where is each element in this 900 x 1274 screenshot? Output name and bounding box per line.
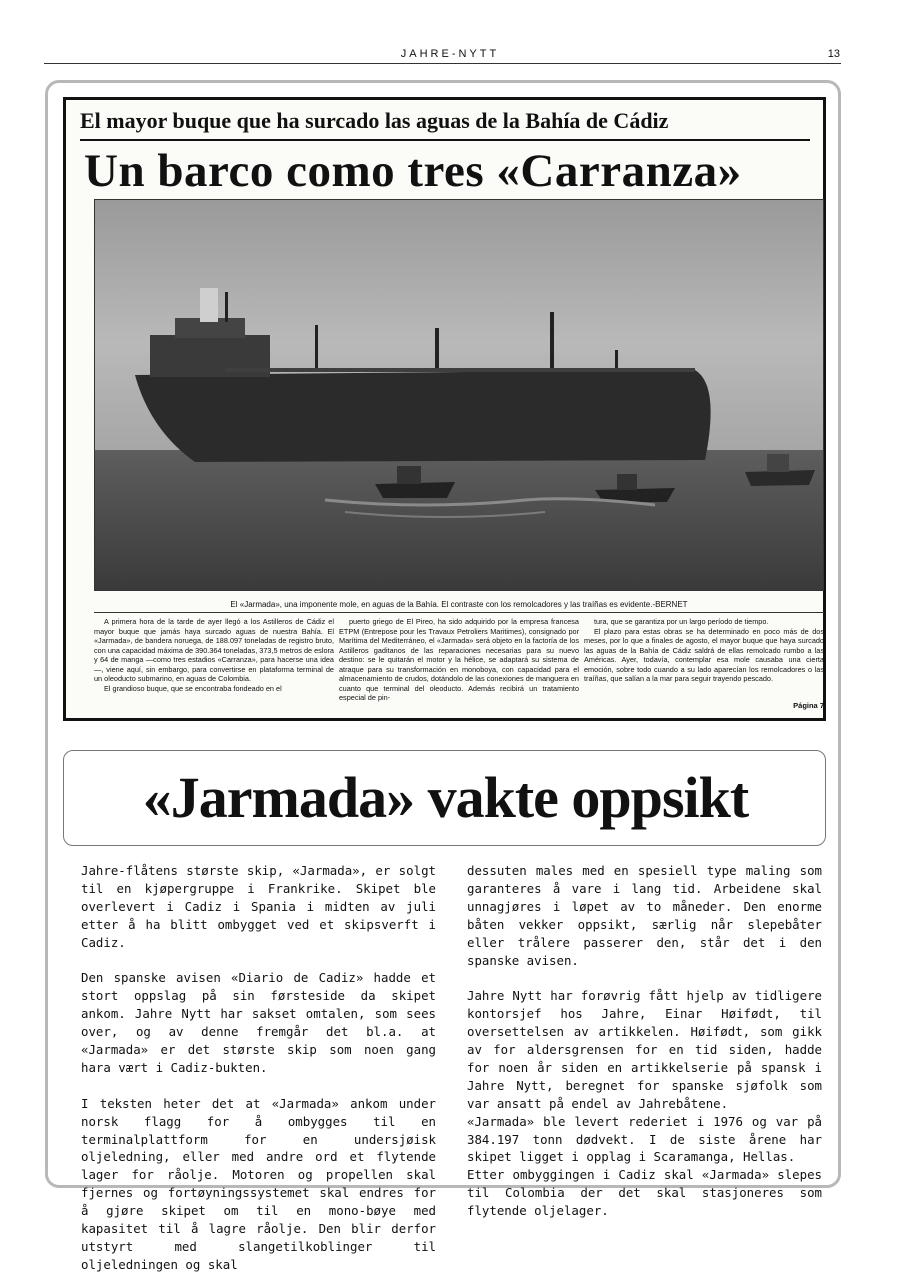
clipping-headline: Un barco como tres «Carranza» (84, 145, 742, 197)
ship-hull (135, 370, 711, 462)
ship-mast-2 (315, 325, 318, 370)
deck-line (225, 368, 695, 372)
article-column-left (81, 862, 436, 1274)
clipping-column-1 (94, 617, 334, 693)
article-title: «Jarmada» vakte oppsikt (142, 765, 749, 830)
clipping-paragraph: El plazo para estas obras se ha determinado en poco más de dos meses, por lo que a finales de agosto, el mayor buque que haya surcado las aguas de la Bahía de Cádiz saldrá de ellas remolcado rumbo a las Américas. Ayer, todavía, contemplar esa mole causaba una cierta emoción, sobre todo cuando a su lado aparecían los remolcadores o las traíñas, que salían a la mar para seguir trayendo pescado. (584, 626, 824, 683)
clipping-columns (94, 617, 824, 713)
ship-funnel (200, 288, 218, 322)
trawler-right-cabin (617, 474, 637, 490)
clipping-kicker: El mayor buque que ha surcado las aguas de la Bahía de Cádiz (80, 108, 669, 133)
sea-area (95, 450, 823, 590)
article-paragraph: Jahre-flåtens største skip, «Jarmada», er solgt til en kjøpergruppe i Frankrike. Skipet ble overlevert i Cadiz i Spania i midten av juli etter å ha blitt ombygget ved et skipsverft i Cadiz. (81, 863, 436, 950)
article-paragraph: Jahre Nytt har forøvrig fått hjelp av tidligere kontorsjef hos Jahre, Einar Høifødt, til oversettelsen av artikkelen. Høifødt, som gikk av for aldersgrensen for en tid siden, hadde for noen år siden en artikkelserie på spansk i Jahre Nytt, beregnet for spanske sjøfolk som var ansatt på endel av Jahrebåtene. (467, 988, 822, 1111)
clipping-paragraph: A primera hora de la tarde de ayer llegó a los Astilleros de Cádiz el mayor buque que jamás haya surcado aguas de nuestra Bahía. El «Jarmada», de bandera noruega, de 188.097 toneladas de registro bruto, con una capacidad máxima de 390.364 toneladas, 373,5 metros de eslora y 64 de manga —como tres estadios «Carranza», para hacerse una idea—, viene aquí, sin embargo, para convertirse en plataforma terminal de un oleoducto submarino, en aguas de Colombia. (94, 617, 334, 683)
ship-mast-1 (225, 292, 228, 322)
header-rule (44, 63, 841, 64)
article-paragraph: Den spanske avisen «Diario de Cadiz» hadde et stort oppslag på sin førsteside da skipet ankom. Jahre Nytt har sakset omtalen, som sees over, og av denne fremgår det bl.a. at «Jarmada» er det største skip som noen gang hara vært i Cadiz-bukten. (81, 970, 436, 1075)
ship-mast-5 (615, 350, 618, 370)
article-paragraph: I teksten heter det at «Jarmada» ankom under norsk flagg for å ombygges til en terminalplattform for en undersjøisk oljeledning, eller med andre ord et flytende lager for råolje. Motoren og propellen skal fjernes og fortøyningssystemet skal endres for å gjøre skipet om til en mono-bøye med kapasitet til å lagre råolje. Den blir derfor utstyrt med slangetilkoblinger til oljeledningen og skal (81, 1095, 436, 1272)
clipping-column-3 (584, 617, 824, 684)
clipping-paragraph: puerto griego de El Pireo, ha sido adquirido por la empresa francesa ETPM (Entrepose pour les Travaux Petroliers Maritimes), consignado por Marítima del Mediterráneo, el «Jarmada» será objeto en la factoría de los Astilleros gaditanos de las reparaciones necesarias para su nuevo destino: se le quitarán el motor y la hélice, se adaptará su sistema de atraque para su transformación en monoboya, con capacidad para el almacenamiento de crudos, dotándolo de las conexiones de manguera en cuanto que terminal del oleoducto. Además recibirá un tratamiento especial de pin- (339, 617, 579, 702)
article-title-box (63, 750, 826, 846)
photo-caption: El «Jarmada», una imponente mole, en aguas de la Bahía. El contraste con los remolcadores y las traíñas es evidente.-BERNET (230, 600, 688, 609)
article-paragraph: dessuten males med en spesiell type maling som garanteres å vare i lang tid. Arbeidene skal unnagjøres i løpet av to måneder. Den enorme båten vekker oppsikt, særlig når slepebåter eller trålere passerer den, står det i den spanske avisen. (467, 863, 822, 968)
newspaper-clipping (63, 97, 826, 721)
page-number: 13 (827, 48, 840, 60)
page-reference: Página 7 (793, 701, 824, 710)
ship-photo (94, 199, 824, 591)
publication-title: JAHRE-NYTT (400, 48, 500, 60)
clipping-column-2 (339, 617, 579, 703)
tugboat-right (745, 470, 815, 486)
clipping-paragraph: tura, que se garantiza por un largo período de tiempo. (594, 617, 769, 626)
article-paragraph: «Jarmada» ble levert rederiet i 1976 og var på 384.197 tonn dødvekt. I de siste årene har skipet ligget i opplag i Scaramanga, Hellas. (467, 1113, 822, 1165)
ship-mast-3 (435, 328, 439, 370)
caption-rule (94, 612, 824, 613)
trawler-center (375, 482, 455, 498)
article-paragraph: Etter ombyggingen i Cadiz skal «Jarmada» slepes til Colombia der det skal stasjoneres som flytende oljelager. (467, 1167, 822, 1219)
kicker-rule (80, 139, 810, 141)
trawler-center-cabin (397, 466, 421, 484)
clipping-paragraph: El grandioso buque, que se encontraba fondeado en el (104, 683, 282, 693)
tugboat-right-cabin (767, 454, 789, 472)
article-column-right (467, 862, 822, 1220)
ship-mast-4 (550, 312, 554, 370)
